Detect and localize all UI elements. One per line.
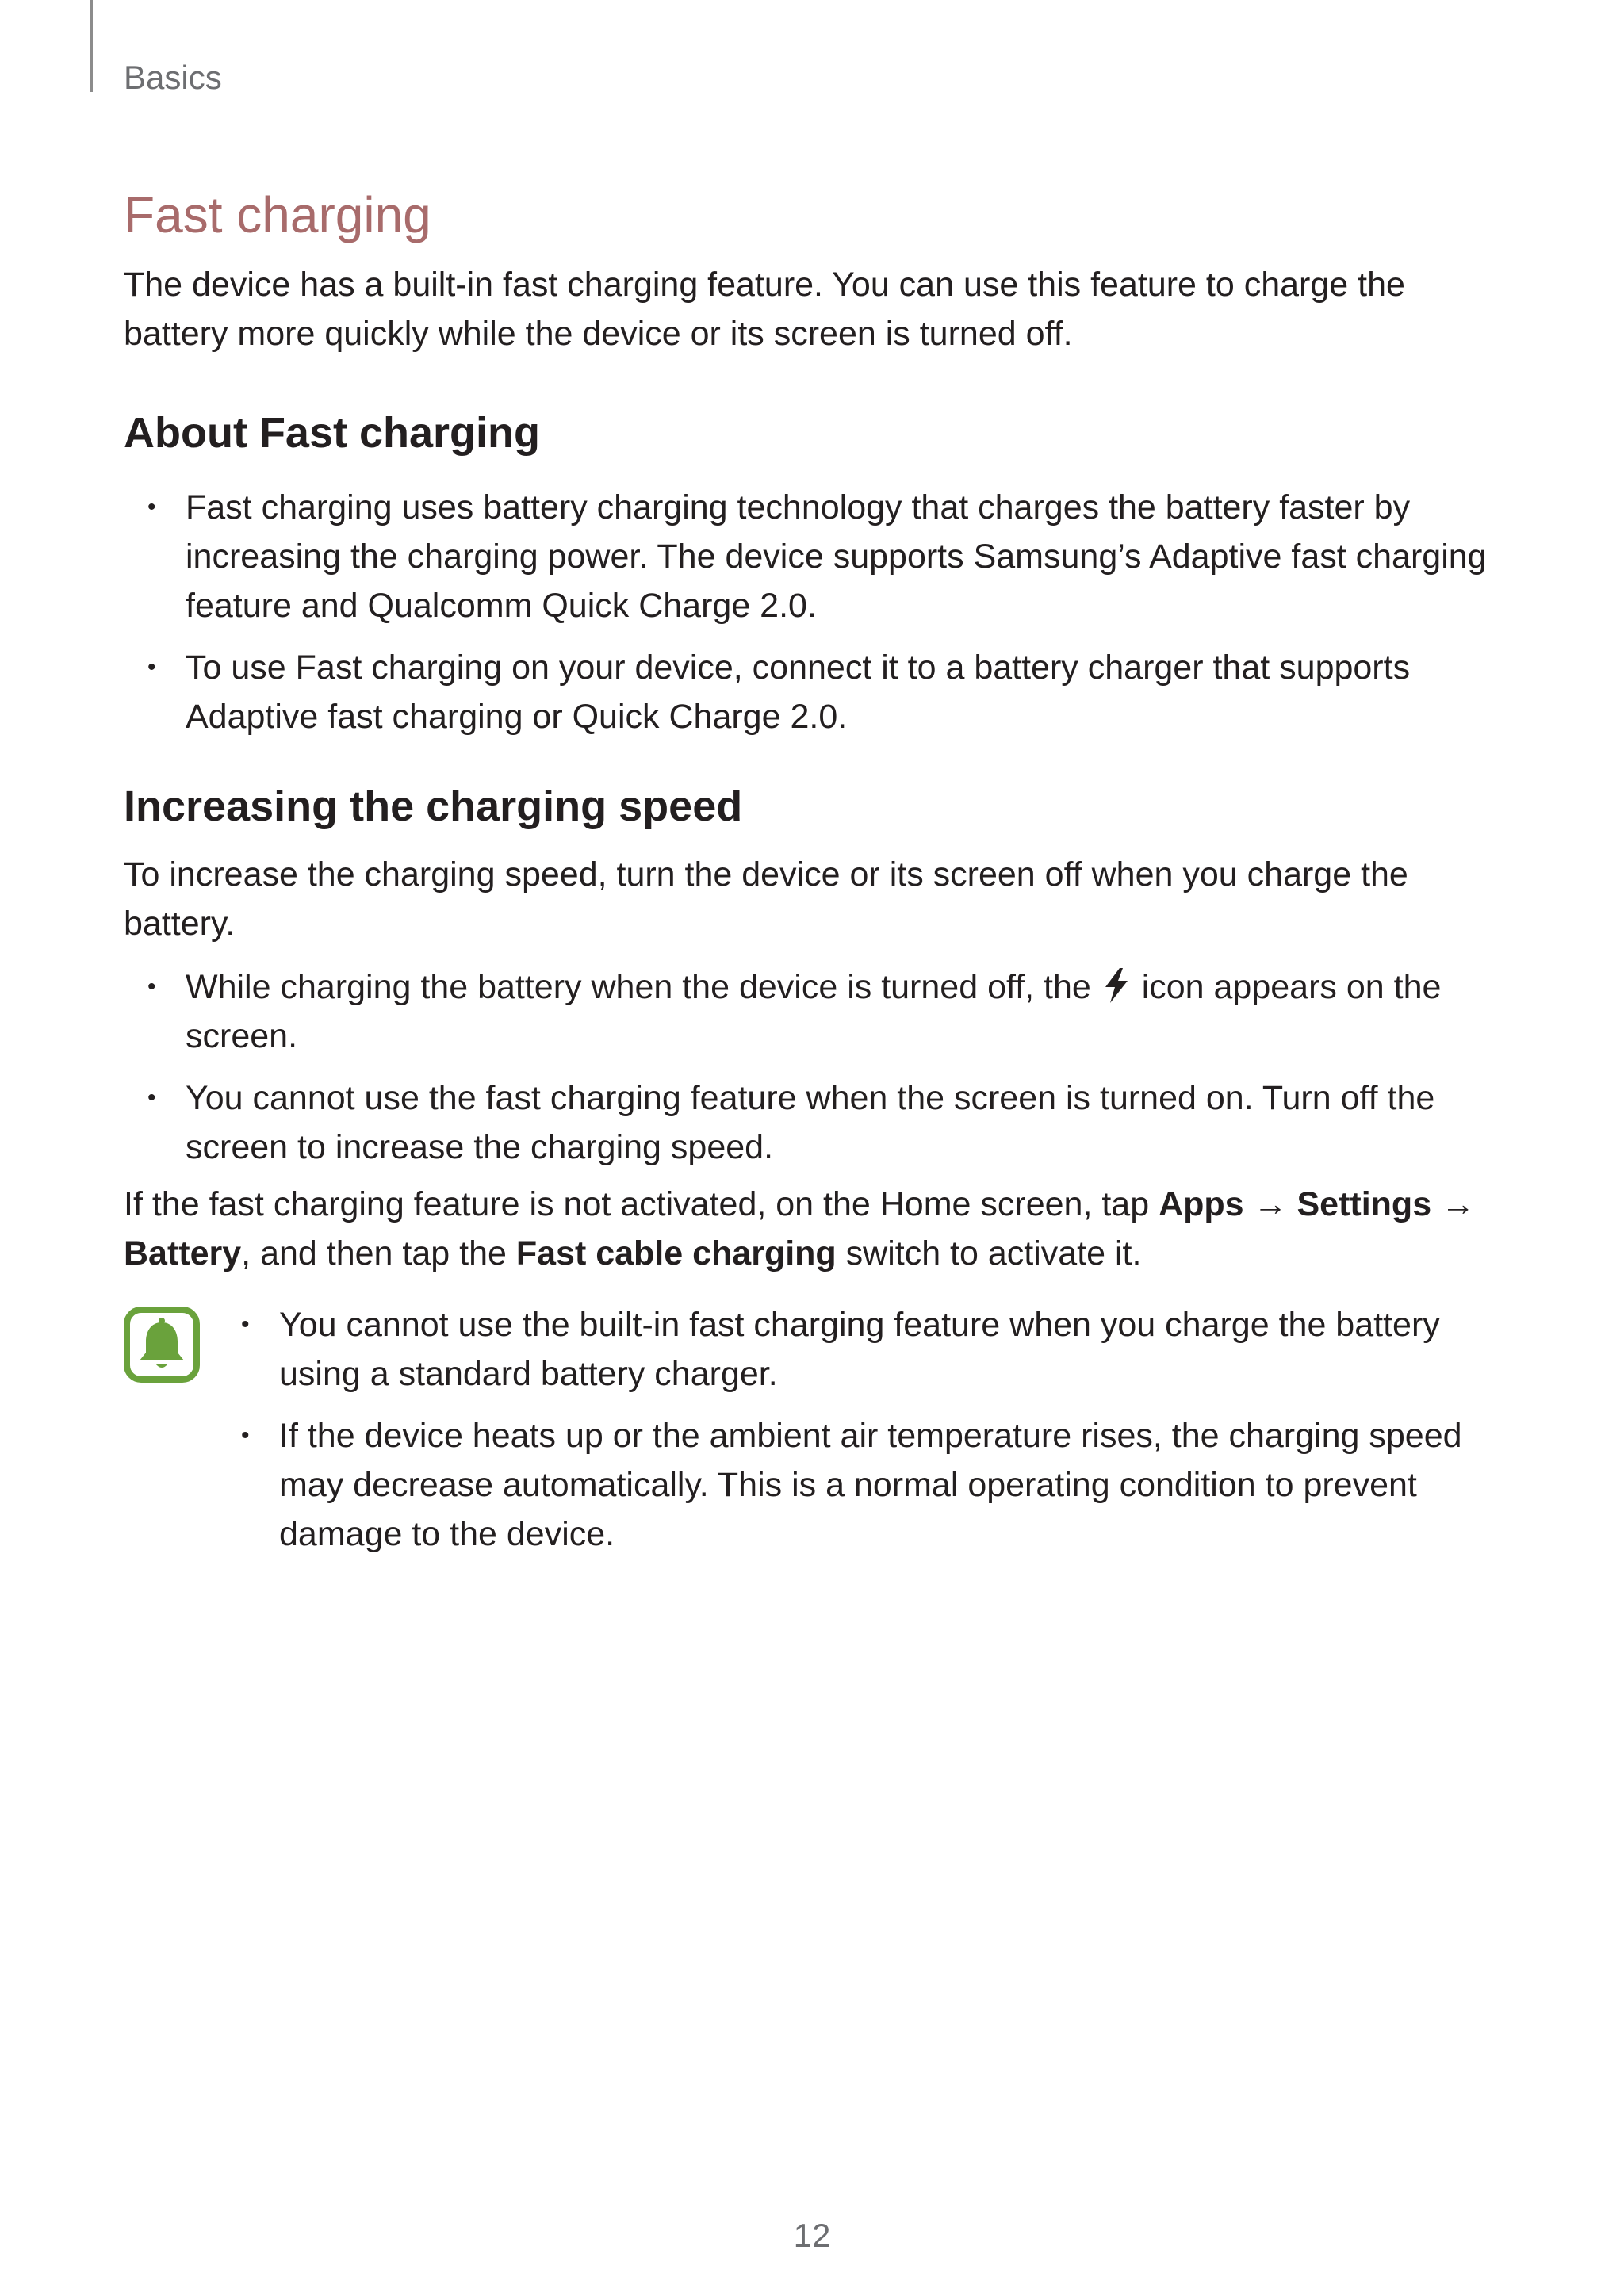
list-item: • While charging the battery when the device is turned off, the icon appears on the screen.	[124, 962, 1503, 1061]
bullet-icon: •	[241, 1422, 250, 1448]
bullet-icon: •	[147, 1084, 156, 1111]
list-item: • You cannot use the built-in fast charging feature when you charge the battery using a standard battery charger.	[217, 1300, 1503, 1399]
bullet-icon: •	[147, 654, 156, 681]
about-heading: About Fast charging	[124, 409, 540, 457]
lightning-bolt-icon	[1104, 968, 1129, 1003]
header-rule	[90, 0, 93, 92]
activate-paragraph: If the fast charging feature is not activated, on the Home screen, tap Apps → Settings → Battery, and then tap the Fast cable charging switch to activate it.	[124, 1184, 1476, 1272]
increase-intro: To increase the charging speed, turn the device or its screen off when you charge the battery.	[124, 855, 1408, 943]
apps-menu-path: Apps	[1159, 1184, 1244, 1223]
bullet-icon: •	[147, 494, 156, 521]
bullet-icon: •	[241, 1311, 250, 1337]
battery-menu-path: Battery	[124, 1234, 242, 1272]
list-item: • If the device heats up or the ambient air temperature rises, the charging speed may decrease automatically. This is a normal operating condition to prevent damage to the device.	[217, 1411, 1503, 1559]
notification-bell-icon	[124, 1307, 200, 1383]
settings-menu-path: Settings	[1297, 1184, 1432, 1223]
increase-bullets	[124, 962, 1503, 1172]
list-item: • You cannot use the fast charging feature when the screen is turned on. Turn off the screen to increase the charging speed.	[124, 1073, 1503, 1172]
page-title: Fast charging	[124, 186, 431, 243]
note-bullets	[217, 1300, 1503, 1559]
increase-heading: Increasing the charging speed	[124, 783, 743, 831]
list-item: • To use Fast charging on your device, connect it to a battery charger that supports Adaptive fast charging or Quick Charge 2.0.	[124, 643, 1503, 741]
page-content	[124, 187, 1503, 1571]
bullet-icon: •	[147, 973, 156, 1000]
note-box	[124, 1300, 1503, 1559]
fast-cable-charging-label: Fast cable charging	[515, 1234, 837, 1272]
intro-paragraph: The device has a built-in fast charging feature. You can use this feature to charge the battery more quickly while the device or its screen is turned off.	[124, 266, 1405, 354]
page-number: 12	[793, 2217, 831, 2254]
about-bullets	[124, 483, 1503, 741]
section-label: Basics	[124, 59, 222, 96]
list-item: • Fast charging uses battery charging technology that charges the battery faster by increasing the charging power. The device supports Samsung’s Adaptive fast charging feature and Qualcomm Quick Charge 2.0.	[124, 483, 1503, 630]
